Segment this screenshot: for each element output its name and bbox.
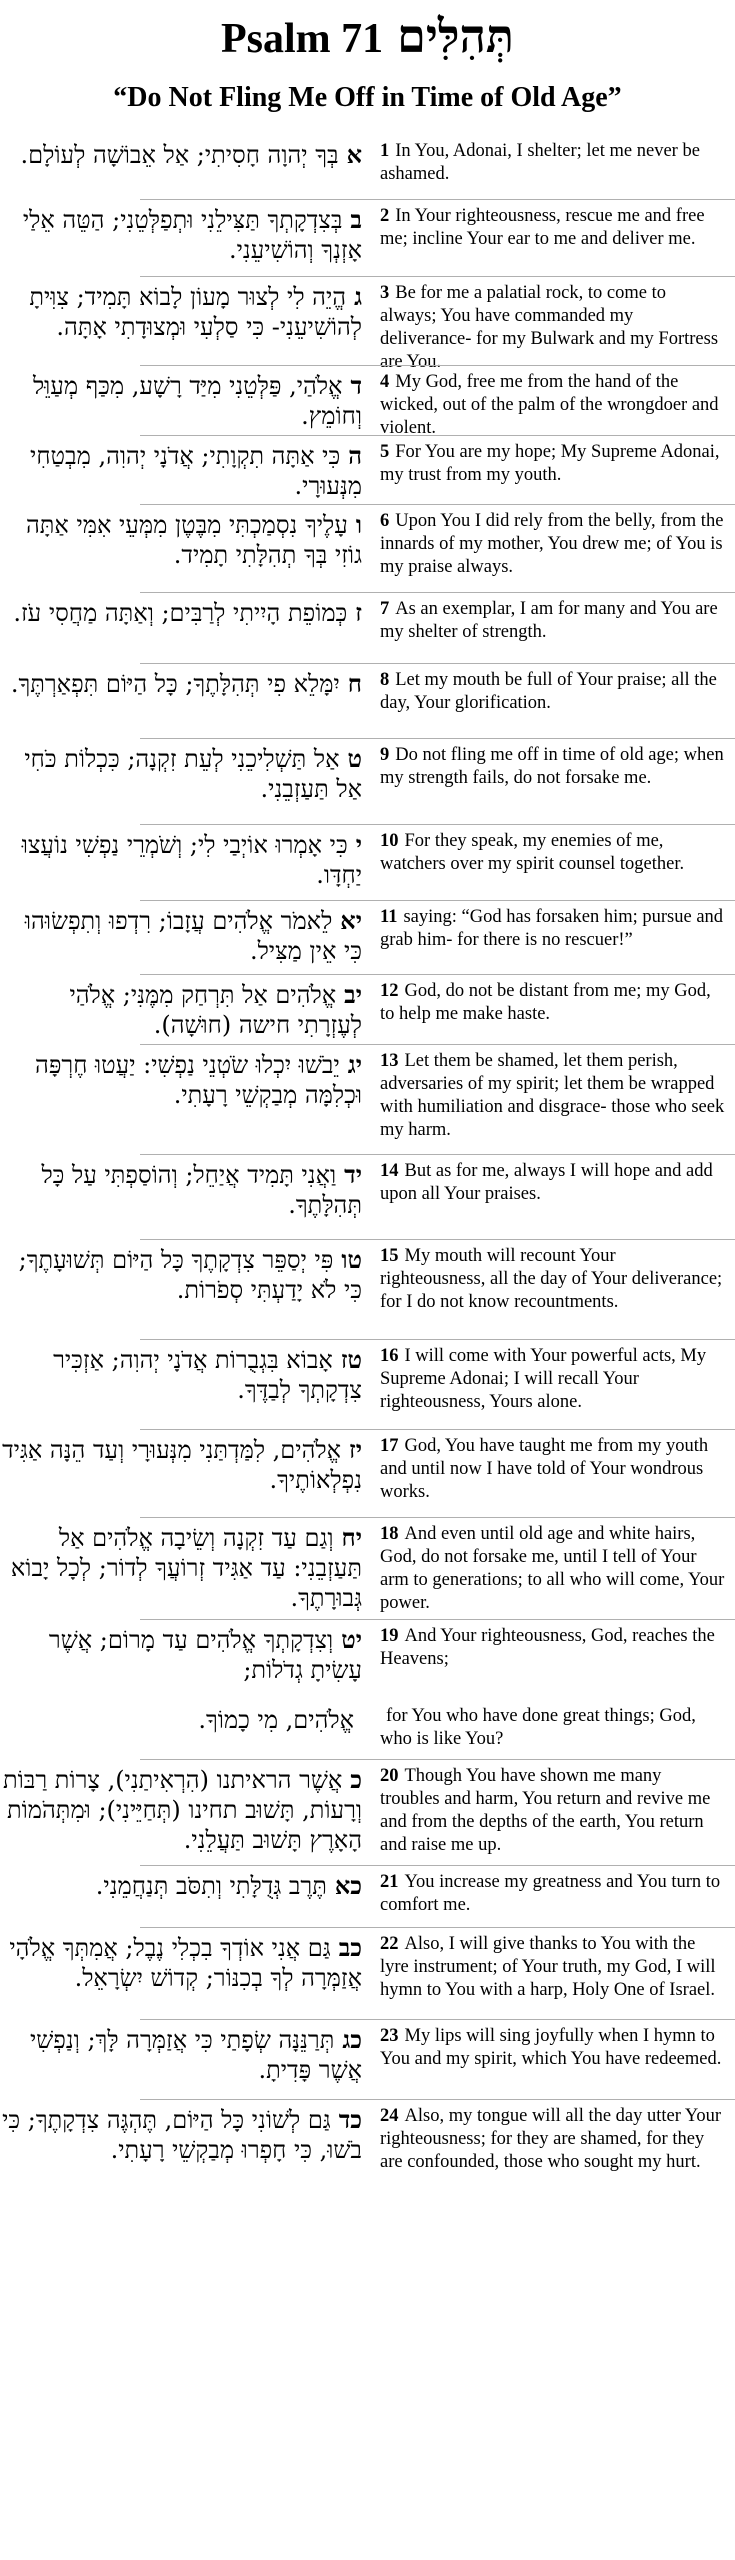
verse-hebrew-text: אַל תַּשְׁלִיכֵנִי לְעֵת זִקְנָה; כִּכְלוֹת כֹּחִי אַל תַּעַזְבֵנִי. [24,745,362,803]
verse-hebrew [0,1765,362,1855]
verse-number-hebrew: יב [344,980,362,1009]
verse-divider [140,1927,735,1928]
verse-divider [140,1154,735,1155]
verse-number-english: 18 [380,1524,399,1544]
verse-english [380,980,725,1026]
verse-hebrew-text: יֵבֹשׁוּ יִכְלוּ שֹׂטְנֵי נַפְשִׁי: יַעֲטוּ חֶרְפָּה וּכְלִמָּה מְבַקְשֵׁי רָעָתִי. [35,1051,362,1109]
verse-number-english: 11 [380,907,398,927]
title-hebrew: תְּהִלִּים [397,11,514,62]
verse-number-hebrew: כג [342,2025,362,2054]
verse-hebrew-text: גַּם לְשׁוֹנִי כָּל הַיּוֹם, תֶּהְגֶּה צִדְקָתֶךָ; כִּי בֹשׁוּ, כִּי חָפְרוּ מְבַקְשֵׁי רָעָתִי. [2,2106,362,2164]
verse-number-hebrew: ה [348,441,362,470]
verse-hebrew [0,1245,362,1305]
verse-number-english: 21 [380,1872,399,1892]
verse-english-text: For they speak, my enemies of me, watchers over my spirit counsel together. [380,831,685,874]
verse-hebrew-text: כִּי אָמְרוּ אוֹיְבַי לִי; וְשֹׁמְרֵי נַפְשִׁי נוֹעֲצוּ יַחְדָּו. [21,831,362,889]
verse-hebrew-text: אֱלֹהִים אַל תִּרְחַק מִמֶּנִּי; אֱלֹהַי לְעֶזְרָתִי חישה (חוּשָׁה). [69,981,362,1039]
verse-number-hebrew: ב [350,205,362,234]
verse-number-english: 17 [380,1436,399,1456]
verse-english-text: Though You have shown me many troubles and harm, You return and revive me and from the depths of the earth, You return and raise me up. [380,1766,711,1855]
verse-hebrew [0,906,362,966]
verse-divider [140,1044,735,1045]
verse-divider [140,1759,735,1760]
verse-number-hebrew: יד [344,1160,362,1189]
verse-english-text: God, You have taught me from my youth and until now I have told of Your wondrous works. [380,1436,709,1502]
verse-number-english: 2 [380,206,390,226]
verse-hebrew-text: פִּי יְסַפֵּר צִדְקָתֶךָ כָּל הַיּוֹם תְּשׁוּעָתֶךָ; כִּי לֹא יָדַעְתִּי סְפֹרוֹת. [18,1246,362,1304]
verse-english-text: You increase my greatness and You turn to comfort me. [380,1872,721,1915]
verse-number-hebrew: כב [338,1933,362,1962]
verse-english [380,830,725,876]
verse-divider [140,738,735,739]
verse-number-hebrew: כא [334,1871,362,1900]
verse-english-text: For You are my hope; My Supreme Adonai, my trust from my youth. [380,442,720,485]
verse-number-hebrew: ד [350,371,362,400]
verse-number-english: 3 [380,283,390,303]
verse-number-english: 14 [380,1161,399,1181]
verse-hebrew-text: אֲשֶׁר הראיתנו (הִרְאִיתַנִי), צָרוֹת רַבּוֹת וְרָעוֹת, תָּשׁוּב תחינו (תְּחַיֵּינִי); וּמִתְּהֹמוֹת הָאָרֶץ תָּשׁוּב תַּעֲלֵנִי. [3,1766,362,1854]
verse-number-english: 15 [380,1246,399,1266]
verse-english-text: Do not fling me off in time of old age; when my strength fails, do not forsake me. [380,745,724,788]
verse-number-english: 13 [380,1051,399,1071]
verse-hebrew [0,140,362,170]
verse-divider [140,974,735,975]
verse-hebrew-text: וְצִדְקָתְךָ אֱלֹהִים עַד מָרוֹם; אֲשֶׁר עָשִׂיתָ גְדֹלוֹת; [48,1626,362,1684]
verse-number-hebrew: טו [341,1245,362,1274]
verse-english-text: In Your righteousness, rescue me and free me; incline Your ear to me and deliver me. [380,206,705,249]
verse-divider [140,663,735,664]
verse-number-hebrew: יג [347,1050,362,1079]
verse-hebrew-text: וְגַם עַד זִקְנָה וְשֵׂיבָה אֱלֹהִים אַל תַּעַזְבֵנִי: עַד אַגִּיד זְרוֹעֲךָ לְדוֹר; לְכָל יָבוֹא גְּבוּרָתֶךָ. [10,1524,362,1612]
verse-number-hebrew: י [355,830,362,859]
verse-divider [140,435,735,436]
verse-number-english: 9 [380,745,390,765]
verse-number-english: 24 [380,2106,399,2126]
verse-english-text: Also, I will give thanks to You with the lyre instrument; of Your truth, my God, I will hymn to You with a harp, Holy One of Israel. [380,1934,716,2000]
verse-english-text: Let them be shamed, let them perish, adversaries of my spirit; let them be wrapped with humiliation and disgrace- those who seek my harm. [380,1051,725,1140]
verse-divider [140,1239,735,1240]
verse-hebrew [0,1523,362,1613]
verse-english [380,744,725,790]
verse-number-hebrew: יח [341,1523,362,1552]
verse-number-hebrew: ז [355,598,362,627]
verse-divider [140,1619,735,1620]
verse-divider [140,2019,735,2020]
verse-number-english: 1 [380,141,390,161]
title-english: Psalm 71 [221,16,384,62]
verse-divider [140,199,735,200]
verse-english [380,598,725,644]
verse-number-english: 4 [380,372,390,392]
verse-english-text: And even until old age and white hairs, God, do not forsake me, until I tell of Your arm to generations; to all who will come, Your power. [380,1524,725,1613]
verse-english [380,1435,725,1504]
verse-number-hebrew: יז [349,1435,362,1464]
verse-number-hebrew: א [346,140,362,169]
verse-hebrew-text: אֱלֹהַי, פַּלְּטֵנִי מִיַּד רָשָׁע, מִכַּף מְעַוֵּל וְחוֹמֵץ. [32,372,362,430]
verse-english-text: My mouth will recount Your righteousness, all the day of Your deliverance; for I do not know recountments. [380,1246,723,1312]
verse-number-english: 5 [380,442,390,462]
verse-hebrew [0,1160,362,1220]
verse-hebrew [0,1345,362,1405]
verse-english [380,1765,725,1857]
verse-english [380,441,725,487]
verse-hebrew [0,744,362,804]
verse-hebrew [0,2105,362,2165]
verse-hebrew-text: אֱלֹהִים, לִמַּדְתַּנִי מִנְּעוּרָי וְעַד הֵנָּה אַגִּיד נִפְלְאוֹתֶיךָ. [2,1436,362,1494]
verse-hebrew [0,598,362,628]
verse-number-english: 6 [380,511,390,531]
verse-english [380,205,725,251]
verse-hebrew [0,1871,362,1901]
verse-hebrew [0,282,362,342]
verse-hebrew-text: תֶּרֶב גְּדֻלָּתִי וְתִסֹּב תְּנַחֲמֵנִי. [95,1872,327,1900]
verse-english-text: saying: “God has forsaken him; pursue and grab him- for there is no rescuer!” [380,907,724,950]
verse-number-hebrew: ח [347,669,362,698]
verse-hebrew [0,1933,362,1993]
verse-number-english: 19 [380,1626,399,1646]
verse-hebrew-text: בְּךָ יְהוָה חָסִיתִי; אַל אֵבוֹשָׁה לְעוֹלָם. [20,141,339,169]
verse-english [380,282,725,374]
verse-hebrew [0,2025,362,2085]
verse-english [380,140,725,186]
verse-number-hebrew: טז [340,1345,362,1374]
verse-hebrew [0,1050,362,1110]
verse-english-text: My God, free me from the hand of the wicked, out of the palm of the wrongdoer and violent. [380,372,719,438]
verse-divider [140,592,735,593]
verse-divider [140,1429,735,1430]
verse-divider [140,1339,735,1340]
verse-hebrew-text: אָבוֹא בִּגְבֻרוֹת אֲדֹנָי יְהוִה; אַזְכִּיר צִדְקָתְךָ לְבַדֶּךָ. [53,1346,362,1404]
verse-hebrew [0,205,362,265]
verse-hebrew-text: הֱיֵה לִי לְצוּר מָעוֹן לָבוֹא תָּמִיד; צִוִּיתָ לְהוֹשִׁיעֵנִי- כִּי סַלְעִי וּמְצוּדָתִי אָתָּה. [29,283,362,341]
verse-divider [140,1517,735,1518]
verse-number-english: 8 [380,670,390,690]
verse-english [380,1705,725,1751]
verse-hebrew-text: לֵאמֹר אֱלֹהִים עֲזָבוֹ; רִדְפוּ וְתִפְשׂוּהוּ כִּי אֵין מַצִּיל. [24,907,362,965]
verse-number-english: 20 [380,1766,399,1786]
verse-hebrew-text: יִמָּלֵא פִי תְּהִלָּתֶךָ; כָּל הַיּוֹם תִּפְאַרְתֶּךָ. [10,670,340,698]
verse-english [380,1523,725,1615]
verse-english [380,1345,725,1414]
verse-english-text: As an exemplar, I am for many and You are my shelter of strength. [380,599,718,642]
verse-english-text: But as for me, always I will hope and add upon all Your praises. [380,1161,713,1204]
verse-divider [140,1865,735,1866]
verse-english [380,1625,725,1671]
verse-english [380,1933,725,2002]
verse-number-hebrew: יא [340,906,362,935]
verse-hebrew-text: אֱלֹהִים, מִי כָמוֹךָ. [198,1706,354,1734]
verse-hebrew [0,510,362,570]
verse-number-hebrew: יט [341,1625,362,1654]
verse-hebrew [0,1705,362,1735]
verse-english [380,510,725,579]
verse-hebrew-text: עָלֶיךָ נִסְמַכְתִּי מִבֶּטֶן מִמְּעֵי אִמִּי אַתָּה גוֹזִי בְּךָ תְהִלָּתִי תָמִיד. [25,511,362,569]
verse-english [380,906,725,952]
verse-hebrew-text: וַאֲנִי תָּמִיד אֲיַחֵל; וְהוֹסַפְתִּי עַל כָּל תְּהִלָּתֶךָ. [41,1161,362,1219]
verse-english [380,371,725,440]
verse-hebrew [0,980,362,1040]
page-title [0,4,735,70]
verse-hebrew-text: תְּרַנֵּנָּה שְׂפָתַי כִּי אֲזַמְּרָה לָּךְ; וְנַפְשִׁי אֲשֶׁר פָּדִיתָ. [30,2026,362,2084]
verse-english [380,1245,725,1314]
page-subtitle: “Do Not Fling Me Off in Time of Old Age” [113,82,622,113]
verse-divider [140,900,735,901]
verse-english-text: God, do not be distant from me; my God, to help me make haste. [380,981,711,1024]
verse-hebrew [0,669,362,699]
verse-divider [140,276,735,277]
verse-number-english: 7 [380,599,390,619]
verse-number-hebrew: ט [347,744,362,773]
verse-number-hebrew: ו [355,510,362,539]
verse-number-hebrew: כ [350,1765,362,1794]
verse-divider [140,824,735,825]
verse-english-text: I will come with Your powerful acts, My Supreme Adonai; I will recall Your righteousness, Yours alone. [380,1346,707,1412]
verse-hebrew-text: כְּמוֹפֵת הָיִיתִי לְרַבִּים; וְאַתָּה מַחֲסִי עֹז. [13,599,348,627]
verse-english-text: Also, my tongue will all the day utter Your righteousness; for they are shamed, for they are confounded, those who sought my hurt. [380,2106,722,2172]
verse-english-text: Be for me a palatial rock, to come to always; You have commanded my deliverance- for my Bulwark and my Fortress are You. [380,283,719,372]
verse-number-english: 23 [380,2026,399,2046]
verse-number-english: 12 [380,981,399,1001]
verse-hebrew [0,371,362,431]
verse-hebrew-text: כִּי אַתָּה תִקְוָתִי; אֲדֹנָי יְהוִה, מִבְטַחִי מִנְּעוּרָי. [30,442,362,500]
verse-english [380,1871,725,1917]
verse-english-text: Let my mouth be full of Your praise; all the day, Your glorification. [380,670,717,713]
verse-divider [140,365,735,366]
verse-hebrew [0,1625,362,1685]
verse-english [380,669,725,715]
verse-number-english: 22 [380,1934,399,1954]
verse-english [380,1050,725,1142]
verse-hebrew-text: גַּם אֲנִי אוֹדְךָ בִכְלִי נֶבֶל; אֲמִתְּךָ אֱלֹהָי אֲזַמְּרָה לְךָ בְכִנּוֹר; קְדוֹשׁ יִשְׂרָאֵל. [9,1934,362,1992]
verse-english-text: for You who have done great things; God, who is like You? [380,1706,696,1749]
verse-hebrew [0,830,362,890]
verse-english [380,1160,725,1206]
verse-english-text: In You, Adonai, I shelter; let me never be ashamed. [380,141,700,184]
verse-english-text: Upon You I did rely from the belly, from the innards of my mother, You drew me; of You is my praise always. [380,511,724,577]
verse-english [380,2105,725,2174]
verse-divider [140,2099,735,2100]
verse-number-hebrew: ג [354,282,362,311]
verse-english-text: And Your righteousness, God, reaches the Heavens; [380,1626,715,1669]
verse-hebrew [0,1435,362,1495]
verse-hebrew [0,441,362,501]
verse-number-english: 10 [380,831,399,851]
verse-hebrew-text: בְּצִדְקָתְךָ תַּצִּילֵנִי וּתְפַלְּטֵנִי; הַטֵּה אֵלַי אָזְנְךָ וְהוֹשִׁיעֵנִי. [22,206,362,264]
verse-number-hebrew: כד [338,2105,362,2134]
verse-english-text: My lips will sing joyfully when I hymn to You and my spirit, which You have redeemed. [380,2026,722,2069]
verse-english [380,2025,725,2071]
verse-number-english: 16 [380,1346,399,1366]
verse-divider [140,504,735,505]
